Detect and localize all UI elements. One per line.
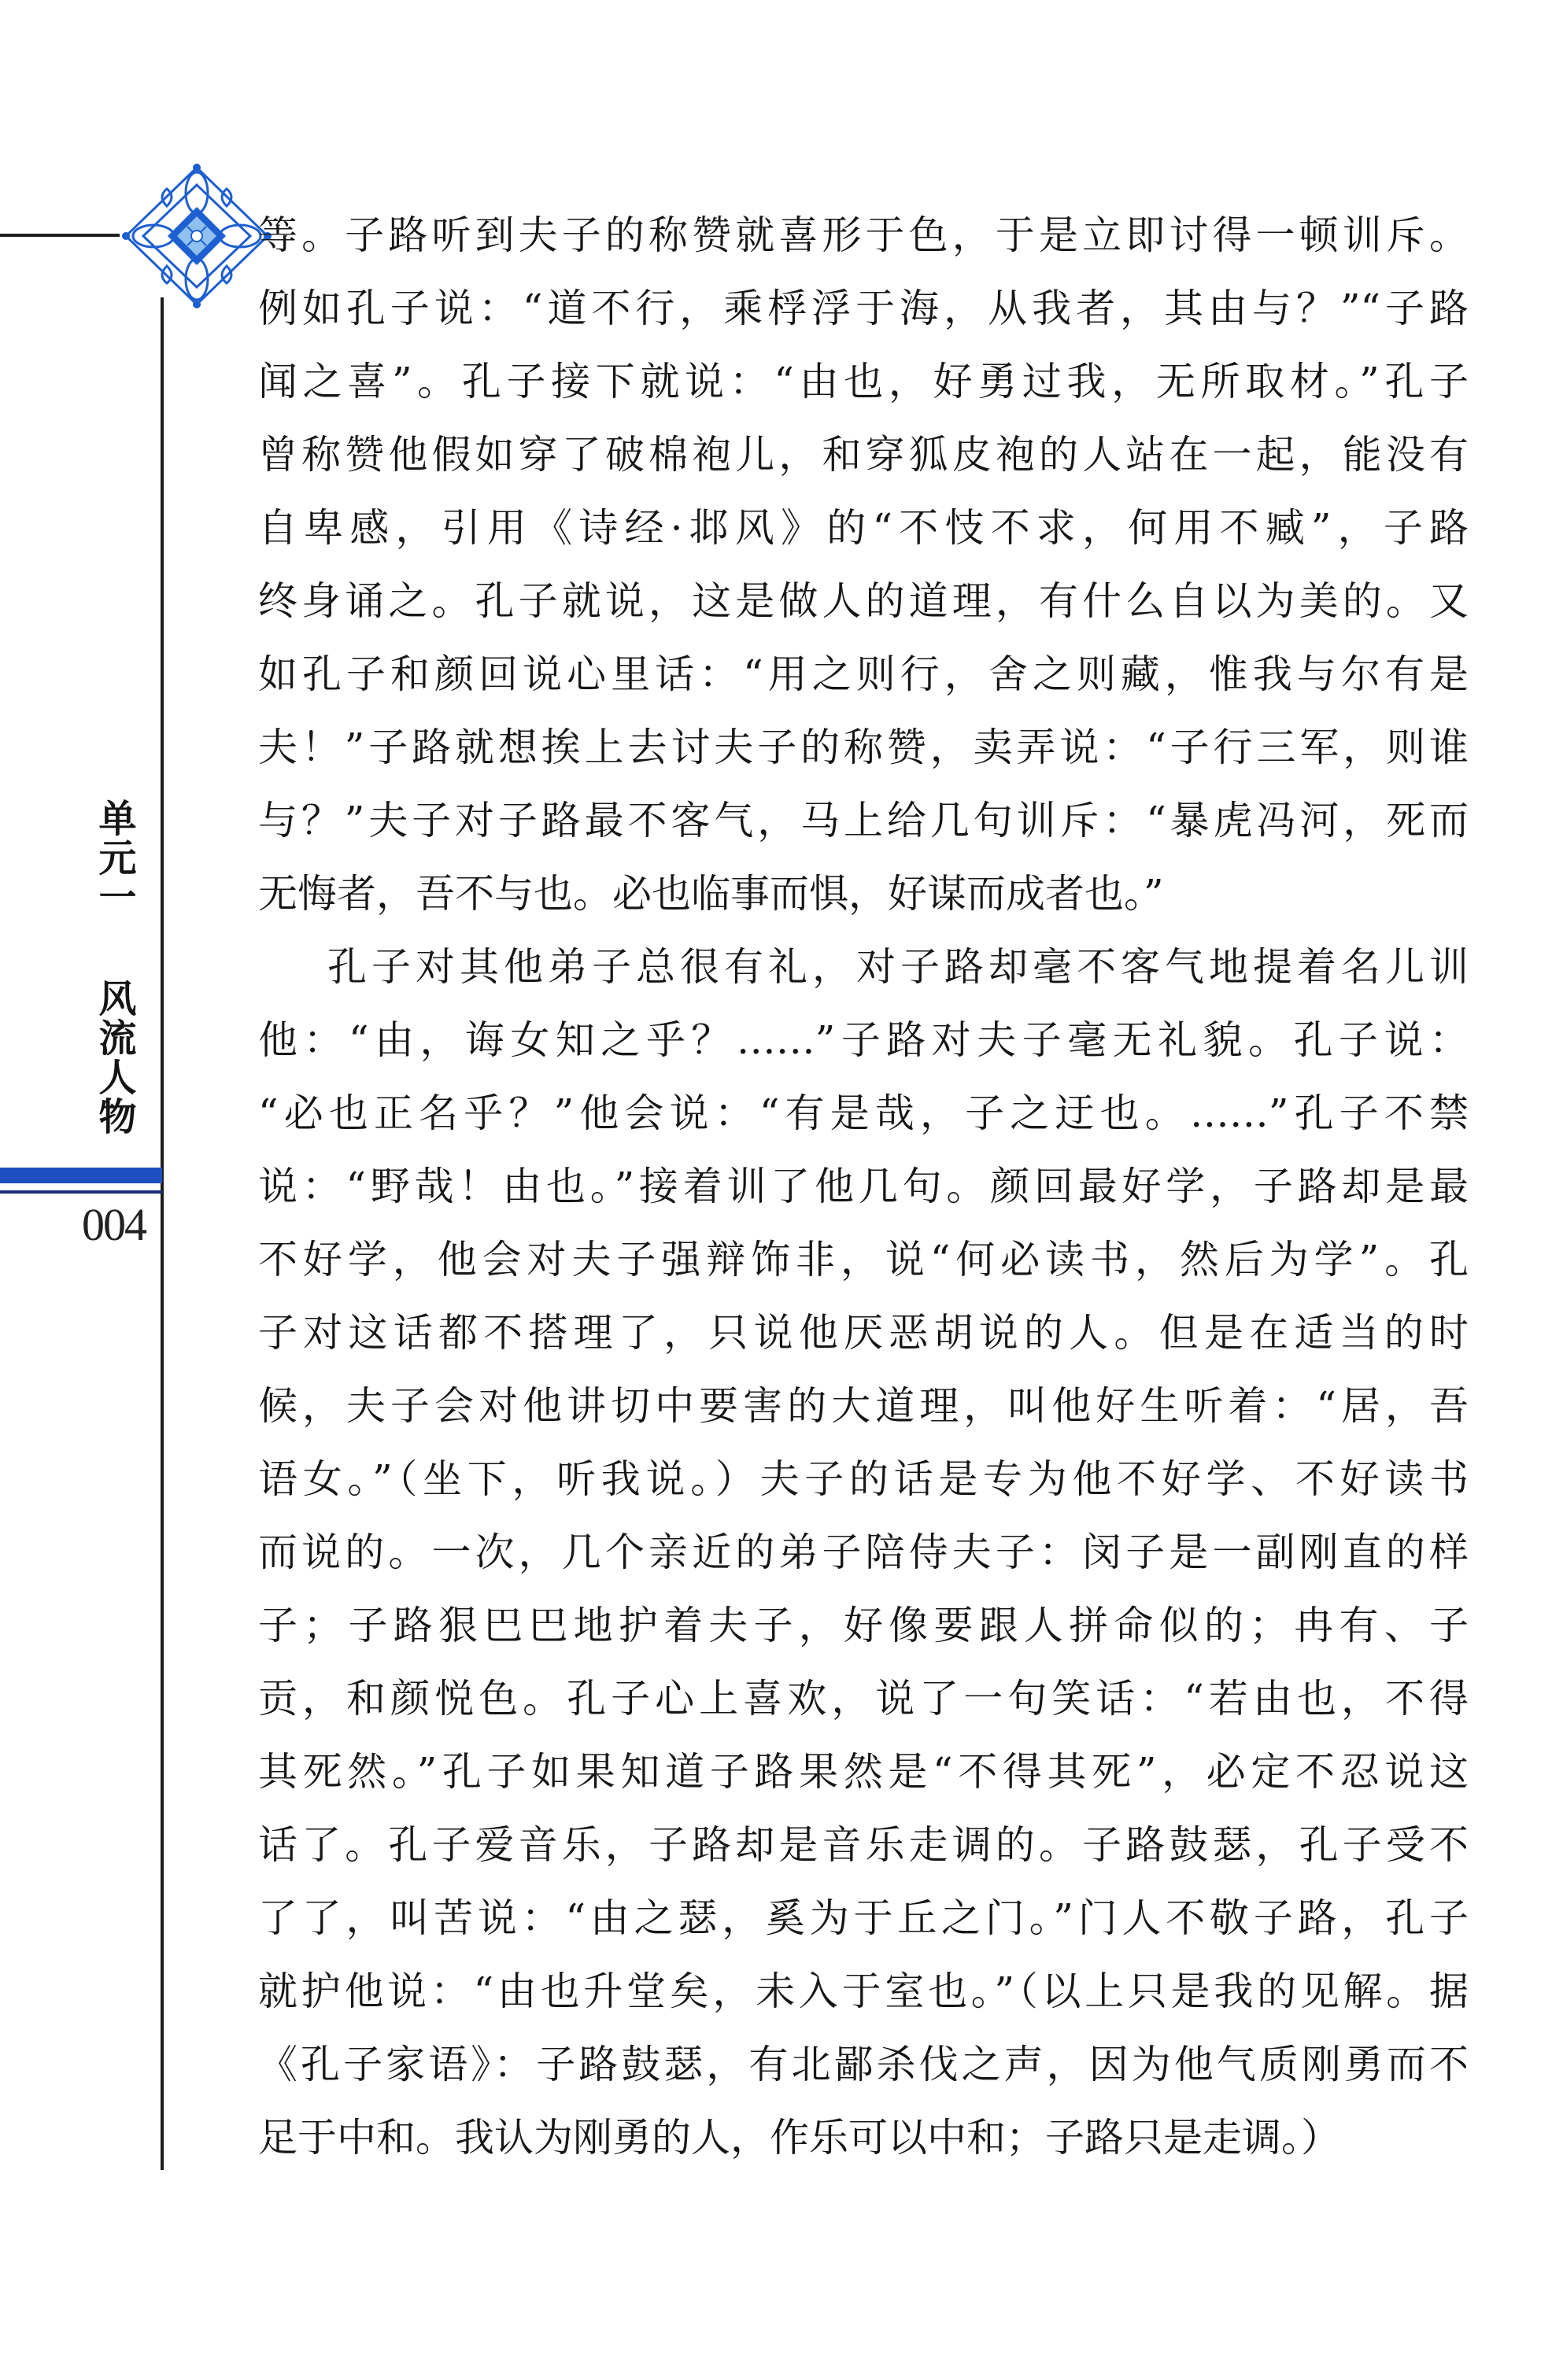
body-line: 如孔子和颜回说心里话：“用之则行，舍之则藏，惟我与尔有是 bbox=[258, 651, 1469, 697]
body-line: 而说的。一次，几个亲近的弟子陪侍夫子：闵子是一副刚直的样 bbox=[258, 1529, 1469, 1575]
vertical-margin-rule bbox=[161, 297, 164, 2170]
body-line: 贡，和颜悦色。孔子心上喜欢，说了一句笑话：“若由也，不得 bbox=[258, 1676, 1469, 1721]
body-text bbox=[258, 199, 1469, 2175]
body-line: “必也正名乎？”他会说：“有是哉，子之迂也。……”孔子不禁 bbox=[258, 1090, 1469, 1136]
body-line: 曾称赞他假如穿了破棉袍儿，和穿狐皮袍的人站在一起，能没有 bbox=[258, 432, 1469, 478]
unit-title: 风流人物 bbox=[92, 979, 136, 1136]
body-line: 了了，叫苦说：“由之瑟，奚为于丘之门。”门人不敬子路，孔子 bbox=[258, 1895, 1469, 1941]
body-line: 闻之喜”。孔子接下就说：“由也，好勇过我，无所取材。”孔子 bbox=[258, 359, 1469, 404]
blue-knot-ornament-icon bbox=[118, 161, 275, 311]
body-line: 孔子对其他弟子总很有礼，对子路却毫不客气地提着名儿训 bbox=[327, 944, 1469, 990]
body-line: 终身诵之。孔子就说，这是做人的道理，有什么自以为美的。又 bbox=[258, 578, 1469, 624]
unit-label: 单元一 bbox=[92, 799, 136, 917]
body-line: 语女。”（坐下，听我说。）夫子的话是专为他不好学、不好读书 bbox=[258, 1456, 1469, 1502]
body-line: 他：“由，诲女知之乎？……”子路对夫子毫无礼貌。孔子说： bbox=[258, 1017, 1469, 1063]
body-line: 夫！”子路就想挨上去讨夫子的称赞，卖弄说：“子行三军，则谁 bbox=[258, 725, 1469, 770]
body-line: 等。子路听到夫子的称赞就喜形于色，于是立即讨得一顿训斥。 bbox=[258, 212, 1469, 258]
body-line: 其死然。”孔子如果知道子路果然是“不得其死”，必定不忍说这 bbox=[258, 1749, 1469, 1795]
body-line: 子对这话都不搭理了，只说他厌恶胡说的人。但是在适当的时 bbox=[258, 1310, 1469, 1356]
body-line: 例如孔子说：“道不行，乘桴浮于海，从我者，其由与？”“子路 bbox=[258, 286, 1469, 331]
body-line: 话了。孔子爱音乐，子路却是音乐走调的。子路鼓瑟，孔子受不 bbox=[258, 1822, 1469, 1868]
body-line: 就护他说：“由也升堂矣，未入于室也。”（以上只是我的见解。据 bbox=[258, 1969, 1469, 2014]
body-line: 子；子路狠巴巴地护着夫子，好像要跟人拼命似的；冉有、子 bbox=[258, 1603, 1469, 1648]
body-line: 无悔者，吾不与也。必也临事而惧，好谋而成者也。” bbox=[258, 871, 1164, 917]
paragraph bbox=[258, 199, 1469, 931]
body-line: 自卑感，引用《诗经·邶风》的“不忮不求，何用不臧”，子路 bbox=[258, 505, 1469, 551]
body-line: 《孔子家语》：子路鼓瑟，有北鄙杀伐之声，因为他气质刚勇而不 bbox=[258, 2042, 1469, 2087]
paragraph bbox=[258, 931, 1469, 2175]
blue-marker-band bbox=[0, 1168, 162, 1183]
blue-marker-underline bbox=[0, 1190, 162, 1194]
body-line: 说：“野哉！由也。”接着训了他几句。颜回最好学，子路却是最 bbox=[258, 1164, 1469, 1209]
top-margin-rule bbox=[0, 234, 120, 237]
body-line: 不好学，他会对夫子强辩饰非，说“何必读书，然后为学”。孔 bbox=[258, 1237, 1469, 1282]
body-line: 足于中和。我认为刚勇的人，作乐可以中和；子路只是走调。） bbox=[258, 2115, 1340, 2160]
body-line: 候，夫子会对他讲切中要害的大道理，叫他好生听着：“居，吾 bbox=[258, 1383, 1469, 1429]
page-number: 004 bbox=[82, 1199, 146, 1250]
body-line: 与？”夫子对子路最不客气，马上给几句训斥：“暴虎冯河，死而 bbox=[258, 798, 1469, 843]
